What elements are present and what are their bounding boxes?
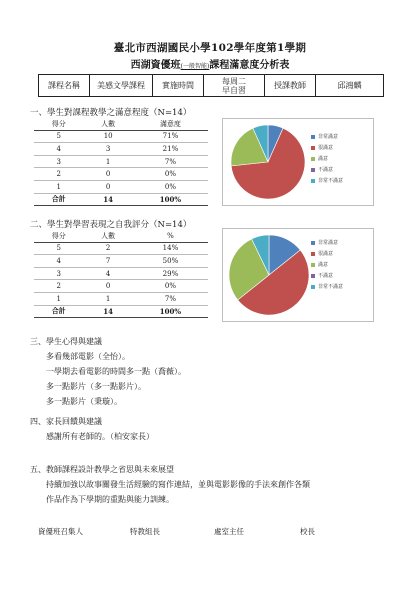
pie-chart-1-legend bbox=[311, 131, 343, 186]
pie-chart-1 bbox=[222, 118, 374, 206]
cell: 29% bbox=[133, 267, 208, 280]
cell: 0 bbox=[83, 180, 132, 193]
total-row bbox=[34, 193, 208, 206]
col-header: 人數 bbox=[83, 230, 132, 242]
pie-chart-2-svg bbox=[223, 229, 323, 321]
legend-item bbox=[311, 164, 343, 175]
col-header: 人數 bbox=[83, 118, 132, 130]
legend-label: 很滿意 bbox=[318, 145, 334, 151]
cell: 100% bbox=[133, 193, 208, 206]
table-row bbox=[34, 155, 208, 168]
table-row bbox=[34, 255, 208, 268]
section1-heading: 一、學生對課程教學之滿意程度（N=14） bbox=[30, 108, 192, 118]
cell: 0% bbox=[133, 280, 208, 293]
cell: 1 bbox=[83, 292, 132, 305]
cell: 10 bbox=[83, 130, 132, 143]
subtitle-small-note: (一般智能) bbox=[180, 63, 210, 70]
legend-label: 非常不滿意 bbox=[318, 284, 344, 290]
legend-item bbox=[311, 131, 343, 142]
course-name-label: 課程名稱 bbox=[39, 75, 90, 97]
cell: 7% bbox=[133, 292, 208, 305]
legend-label: 非常滿意 bbox=[318, 240, 339, 246]
cell: 100% bbox=[133, 305, 208, 318]
table-row bbox=[34, 130, 208, 143]
section3-comments bbox=[30, 349, 186, 409]
pie-chart-2-legend bbox=[311, 237, 343, 292]
legend-item bbox=[311, 248, 343, 259]
section2-heading: 二、學生對學習表現之自我評分（N=14） bbox=[30, 220, 192, 230]
cell: 1 bbox=[83, 155, 132, 168]
table-row bbox=[34, 267, 208, 280]
time-value bbox=[204, 75, 265, 97]
table-row bbox=[34, 168, 208, 181]
cell: 合計 bbox=[34, 305, 83, 318]
comment-line: 一學期去看電影的時間多一點（喬薇）。 bbox=[46, 367, 186, 376]
course-info-table bbox=[38, 74, 384, 97]
cell: 14 bbox=[83, 193, 132, 206]
cell: 7% bbox=[133, 155, 208, 168]
section5-reflection bbox=[30, 477, 310, 507]
legend-swatch bbox=[311, 179, 315, 183]
table-row bbox=[34, 280, 208, 293]
col-header: 得分 bbox=[34, 230, 83, 242]
table-row bbox=[34, 180, 208, 193]
pie-chart-2 bbox=[222, 228, 374, 322]
table-row bbox=[34, 292, 208, 305]
cell: 3 bbox=[34, 267, 83, 280]
cell: 4 bbox=[83, 267, 132, 280]
cell: 14 bbox=[83, 305, 132, 318]
time-label: 實施時間 bbox=[153, 75, 204, 97]
legend-item bbox=[311, 281, 343, 292]
legend-swatch bbox=[311, 274, 315, 278]
signature-principal: 校長 bbox=[300, 527, 315, 536]
pie-chart-1-svg bbox=[223, 119, 323, 205]
legend-label: 非常不滿意 bbox=[318, 178, 344, 184]
teacher-label: 授課教師 bbox=[265, 75, 316, 97]
legend-swatch bbox=[311, 241, 315, 245]
legend-item bbox=[311, 175, 343, 186]
section5-heading: 五、教師課程設計教學之省思與未來展望 bbox=[30, 465, 174, 474]
cell: 5 bbox=[34, 130, 83, 143]
legend-swatch bbox=[311, 146, 315, 150]
time-value-line1: 每周二 bbox=[222, 76, 246, 86]
reflection-line: 作品作為下學期的重點與能力訓練。 bbox=[46, 495, 174, 504]
legend-label: 非常滿意 bbox=[318, 134, 339, 140]
cell: 1 bbox=[34, 292, 83, 305]
cell: 2 bbox=[34, 168, 83, 181]
legend-label: 不滿意 bbox=[318, 273, 334, 279]
cell: 3 bbox=[34, 155, 83, 168]
cell: 0 bbox=[83, 168, 132, 181]
legend-item bbox=[311, 142, 343, 153]
cell: 7 bbox=[83, 255, 132, 268]
section4-comments bbox=[30, 429, 154, 444]
comment-line: 多一點影片（秉璇）。 bbox=[46, 397, 122, 406]
legend-swatch bbox=[311, 135, 315, 139]
table-row bbox=[34, 143, 208, 156]
cell: 0 bbox=[83, 280, 132, 293]
section4-heading: 四、家長回饋與建議 bbox=[30, 417, 102, 426]
cell: 4 bbox=[34, 143, 83, 156]
cell: 50% bbox=[133, 255, 208, 268]
comment-line: 感謝所有老師的。（柏安家長） bbox=[46, 432, 154, 441]
col-header: 滿意度 bbox=[133, 118, 208, 130]
document-subtitle bbox=[0, 56, 420, 71]
subtitle-prefix: 西湖資優班 bbox=[130, 60, 181, 71]
legend-item bbox=[311, 259, 343, 270]
cell: 2 bbox=[34, 280, 83, 293]
legend-item bbox=[311, 270, 343, 281]
comment-line: 多看幾部電影（全怡）。 bbox=[46, 352, 130, 361]
legend-swatch bbox=[311, 252, 315, 256]
teacher-value: 邱鴻麟 bbox=[316, 75, 384, 97]
cell: 14% bbox=[133, 242, 208, 255]
cell: 合計 bbox=[34, 193, 83, 206]
section3 bbox=[30, 334, 186, 409]
cell: 4 bbox=[34, 255, 83, 268]
legend-swatch bbox=[311, 285, 315, 289]
section1-table bbox=[34, 118, 208, 206]
table-row bbox=[34, 242, 208, 255]
cell: 3 bbox=[83, 143, 132, 156]
cell: 2 bbox=[83, 242, 132, 255]
legend-label: 很滿意 bbox=[318, 251, 334, 257]
legend-item bbox=[311, 153, 343, 164]
signature-coordinator: 資優班召集人 bbox=[38, 527, 83, 536]
cell: 0% bbox=[133, 180, 208, 193]
time-value-line2: 早自習 bbox=[222, 85, 246, 95]
legend-label: 滿意 bbox=[318, 156, 329, 162]
legend-swatch bbox=[311, 157, 315, 161]
reflection-line: 持續加強以故事關發生活經驗的寫作連結，並與電影影像的手法來創作各類 bbox=[46, 480, 310, 489]
section5 bbox=[30, 462, 310, 507]
course-name-value: 美感文學課程 bbox=[90, 75, 153, 97]
legend-swatch bbox=[311, 263, 315, 267]
cell: 5 bbox=[34, 242, 83, 255]
subtitle-suffix: 課程滿意度分析表 bbox=[209, 60, 290, 71]
document-title: 臺北市西湖國民小學102學年度第1學期 bbox=[113, 42, 307, 54]
legend-label: 不滿意 bbox=[318, 167, 334, 173]
cell: 1 bbox=[34, 180, 83, 193]
cell: 21% bbox=[133, 143, 208, 156]
total-row bbox=[34, 305, 208, 318]
cell: 0% bbox=[133, 168, 208, 181]
col-header: % bbox=[133, 230, 208, 242]
section2-table bbox=[34, 230, 208, 318]
signature-office-director: 處室主任 bbox=[214, 527, 244, 536]
cell: 71% bbox=[133, 130, 208, 143]
legend-label: 滿意 bbox=[318, 262, 329, 268]
signature-special-ed-head: 特教組長 bbox=[130, 527, 160, 536]
col-header: 得分 bbox=[34, 118, 83, 130]
section4 bbox=[30, 414, 154, 444]
legend-item bbox=[311, 237, 343, 248]
section3-heading: 三、學生心得與建議 bbox=[30, 337, 102, 346]
comment-line: 多一點影片（多一點影片）。 bbox=[46, 382, 146, 391]
legend-swatch bbox=[311, 168, 315, 172]
